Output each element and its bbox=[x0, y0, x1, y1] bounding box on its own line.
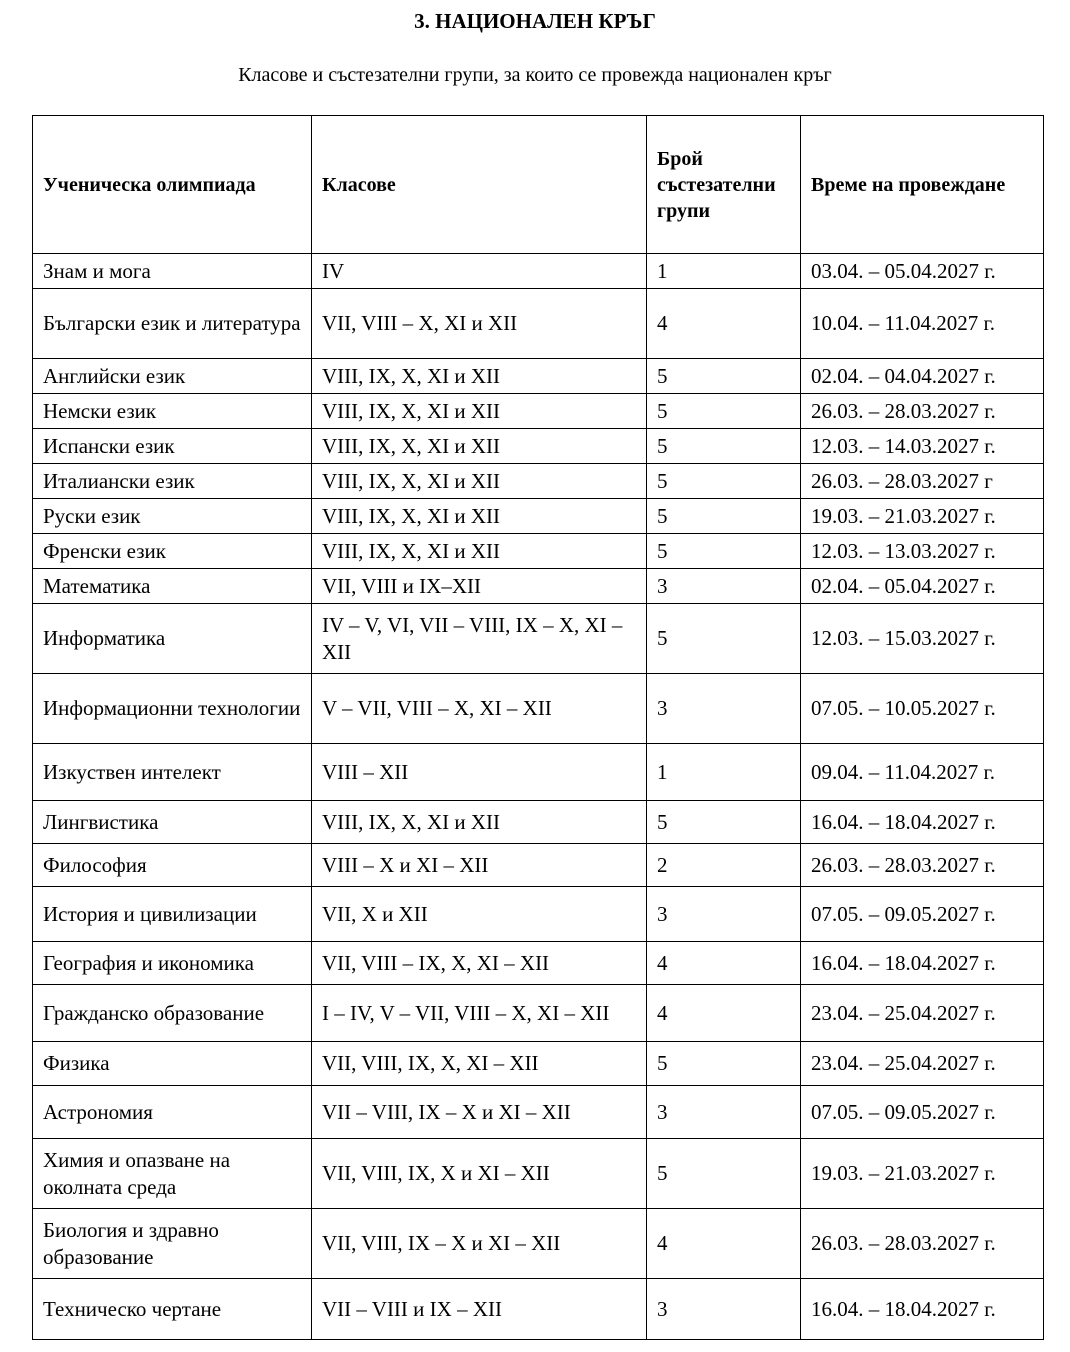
cell-classes: VIII – X и XI – XII bbox=[312, 844, 647, 887]
cell-groups: 5 bbox=[647, 359, 801, 394]
cell-groups: 3 bbox=[647, 569, 801, 604]
cell-classes: V – VII, VIII – X, XI – XII bbox=[312, 674, 647, 744]
table-row bbox=[33, 744, 1044, 801]
table-row bbox=[33, 394, 1044, 429]
cell-classes: VII, VIII – X, XI и XII bbox=[312, 289, 647, 359]
table-row bbox=[33, 674, 1044, 744]
header-groups: Брой състезателни групи bbox=[647, 116, 801, 254]
table-row bbox=[33, 844, 1044, 887]
cell-dates: 12.03. – 13.03.2027 г. bbox=[801, 534, 1044, 569]
cell-subject: География и икономика bbox=[33, 942, 312, 985]
table-row bbox=[33, 1042, 1044, 1086]
cell-groups: 4 bbox=[647, 289, 801, 359]
cell-classes: VIII – XII bbox=[312, 744, 647, 801]
cell-groups: 5 bbox=[647, 534, 801, 569]
cell-subject: История и цивилизации bbox=[33, 887, 312, 942]
cell-dates: 26.03. – 28.03.2027 г bbox=[801, 464, 1044, 499]
cell-subject: Гражданско образование bbox=[33, 985, 312, 1042]
cell-groups: 5 bbox=[647, 464, 801, 499]
table-row bbox=[33, 464, 1044, 499]
cell-groups: 3 bbox=[647, 1086, 801, 1139]
cell-subject: Испански език bbox=[33, 429, 312, 464]
cell-groups: 3 bbox=[647, 674, 801, 744]
cell-groups: 2 bbox=[647, 844, 801, 887]
table-row bbox=[33, 1279, 1044, 1340]
cell-subject: Философия bbox=[33, 844, 312, 887]
cell-subject: Знам и мога bbox=[33, 254, 312, 289]
table-row bbox=[33, 499, 1044, 534]
cell-classes: VIII, IX, X, XI и XII bbox=[312, 801, 647, 844]
cell-classes: VIII, IX, X, XI и XII bbox=[312, 359, 647, 394]
cell-groups: 3 bbox=[647, 887, 801, 942]
cell-dates: 09.04. – 11.04.2027 г. bbox=[801, 744, 1044, 801]
cell-subject: Информатика bbox=[33, 604, 312, 674]
table-row bbox=[33, 604, 1044, 674]
table-row bbox=[33, 985, 1044, 1042]
cell-classes: IV – V, VI, VII – VIII, IX – X, XI – XII bbox=[312, 604, 647, 674]
cell-dates: 07.05. – 09.05.2027 г. bbox=[801, 887, 1044, 942]
cell-groups: 3 bbox=[647, 1279, 801, 1340]
cell-subject: Английски език bbox=[33, 359, 312, 394]
cell-subject: Български език и литература bbox=[33, 289, 312, 359]
table-row bbox=[33, 1209, 1044, 1279]
cell-subject: Техническо чертане bbox=[33, 1279, 312, 1340]
cell-dates: 07.05. – 10.05.2027 г. bbox=[801, 674, 1044, 744]
cell-classes: VII, X и XII bbox=[312, 887, 647, 942]
cell-subject: Лингвистика bbox=[33, 801, 312, 844]
cell-dates: 07.05. – 09.05.2027 г. bbox=[801, 1086, 1044, 1139]
cell-dates: 10.04. – 11.04.2027 г. bbox=[801, 289, 1044, 359]
cell-dates: 03.04. – 05.04.2027 г. bbox=[801, 254, 1044, 289]
header-classes: Класове bbox=[312, 116, 647, 254]
cell-classes: VII – VIII и IX – XII bbox=[312, 1279, 647, 1340]
cell-subject: Математика bbox=[33, 569, 312, 604]
table-header-row bbox=[33, 116, 1044, 254]
cell-dates: 16.04. – 18.04.2027 г. bbox=[801, 1279, 1044, 1340]
cell-subject: Биология и здравно образование bbox=[33, 1209, 312, 1279]
table-row bbox=[33, 569, 1044, 604]
cell-dates: 02.04. – 05.04.2027 г. bbox=[801, 569, 1044, 604]
cell-classes: IV bbox=[312, 254, 647, 289]
cell-classes: VII, VIII, IX, X, XI – XII bbox=[312, 1042, 647, 1086]
section-title: 3. НАЦИОНАЛЕН КРЪГ bbox=[414, 9, 656, 33]
cell-groups: 4 bbox=[647, 1209, 801, 1279]
cell-groups: 5 bbox=[647, 604, 801, 674]
cell-dates: 19.03. – 21.03.2027 г. bbox=[801, 499, 1044, 534]
cell-dates: 23.04. – 25.04.2027 г. bbox=[801, 1042, 1044, 1086]
cell-subject: Химия и опазване на околната среда bbox=[33, 1139, 312, 1209]
cell-groups: 5 bbox=[647, 1139, 801, 1209]
cell-dates: 26.03. – 28.03.2027 г. bbox=[801, 844, 1044, 887]
cell-groups: 5 bbox=[647, 1042, 801, 1086]
cell-dates: 23.04. – 25.04.2027 г. bbox=[801, 985, 1044, 1042]
table-body bbox=[33, 254, 1044, 1340]
header-subject: Ученическа олимпиада bbox=[33, 116, 312, 254]
header-time: Време на провеждане bbox=[801, 116, 1044, 254]
cell-classes: VIII, IX, X, XI и XII bbox=[312, 429, 647, 464]
table-row bbox=[33, 1086, 1044, 1139]
table-row bbox=[33, 534, 1044, 569]
cell-classes: VII, VIII, IX, X и XI – XII bbox=[312, 1139, 647, 1209]
cell-subject: Руски език bbox=[33, 499, 312, 534]
table-row bbox=[33, 289, 1044, 359]
cell-dates: 19.03. – 21.03.2027 г. bbox=[801, 1139, 1044, 1209]
cell-subject: Италиански език bbox=[33, 464, 312, 499]
cell-dates: 16.04. – 18.04.2027 г. bbox=[801, 801, 1044, 844]
cell-subject: Физика bbox=[33, 1042, 312, 1086]
cell-groups: 5 bbox=[647, 801, 801, 844]
cell-groups: 1 bbox=[647, 744, 801, 801]
cell-subject: Информационни технологии bbox=[33, 674, 312, 744]
cell-groups: 5 bbox=[647, 429, 801, 464]
cell-classes: VIII, IX, X, XI и XII bbox=[312, 464, 647, 499]
table-row bbox=[33, 359, 1044, 394]
cell-classes: VII, VIII и IX–XII bbox=[312, 569, 647, 604]
table-row bbox=[33, 942, 1044, 985]
cell-dates: 12.03. – 14.03.2027 г. bbox=[801, 429, 1044, 464]
cell-groups: 5 bbox=[647, 499, 801, 534]
cell-dates: 26.03. – 28.03.2027 г. bbox=[801, 394, 1044, 429]
table-row bbox=[33, 887, 1044, 942]
cell-groups: 4 bbox=[647, 942, 801, 985]
cell-subject: Астрономия bbox=[33, 1086, 312, 1139]
cell-classes: VII, VIII, IX – X и XI – XII bbox=[312, 1209, 647, 1279]
table-row bbox=[33, 1139, 1044, 1209]
cell-subject: Изкуствен интелект bbox=[33, 744, 312, 801]
cell-dates: 26.03. – 28.03.2027 г. bbox=[801, 1209, 1044, 1279]
cell-dates: 16.04. – 18.04.2027 г. bbox=[801, 942, 1044, 985]
cell-dates: 12.03. – 15.03.2027 г. bbox=[801, 604, 1044, 674]
section-subtitle: Класове и състезателни групи, за които се провежда национален кръг bbox=[238, 64, 832, 86]
cell-groups: 4 bbox=[647, 985, 801, 1042]
olympiad-table bbox=[32, 115, 1044, 1340]
cell-classes: VIII, IX, X, XI и XII bbox=[312, 499, 647, 534]
cell-classes: VII – VIII, IX – X и XI – XII bbox=[312, 1086, 647, 1139]
cell-classes: VIII, IX, X, XI и XII bbox=[312, 534, 647, 569]
table-row bbox=[33, 801, 1044, 844]
cell-subject: Немски език bbox=[33, 394, 312, 429]
table-row bbox=[33, 429, 1044, 464]
cell-groups: 1 bbox=[647, 254, 801, 289]
cell-classes: VIII, IX, X, XI и XII bbox=[312, 394, 647, 429]
cell-subject: Френски език bbox=[33, 534, 312, 569]
cell-classes: I – IV, V – VII, VIII – X, XI – XII bbox=[312, 985, 647, 1042]
table-row bbox=[33, 254, 1044, 289]
cell-groups: 5 bbox=[647, 394, 801, 429]
cell-classes: VII, VIII – IX, X, XI – XII bbox=[312, 942, 647, 985]
cell-dates: 02.04. – 04.04.2027 г. bbox=[801, 359, 1044, 394]
